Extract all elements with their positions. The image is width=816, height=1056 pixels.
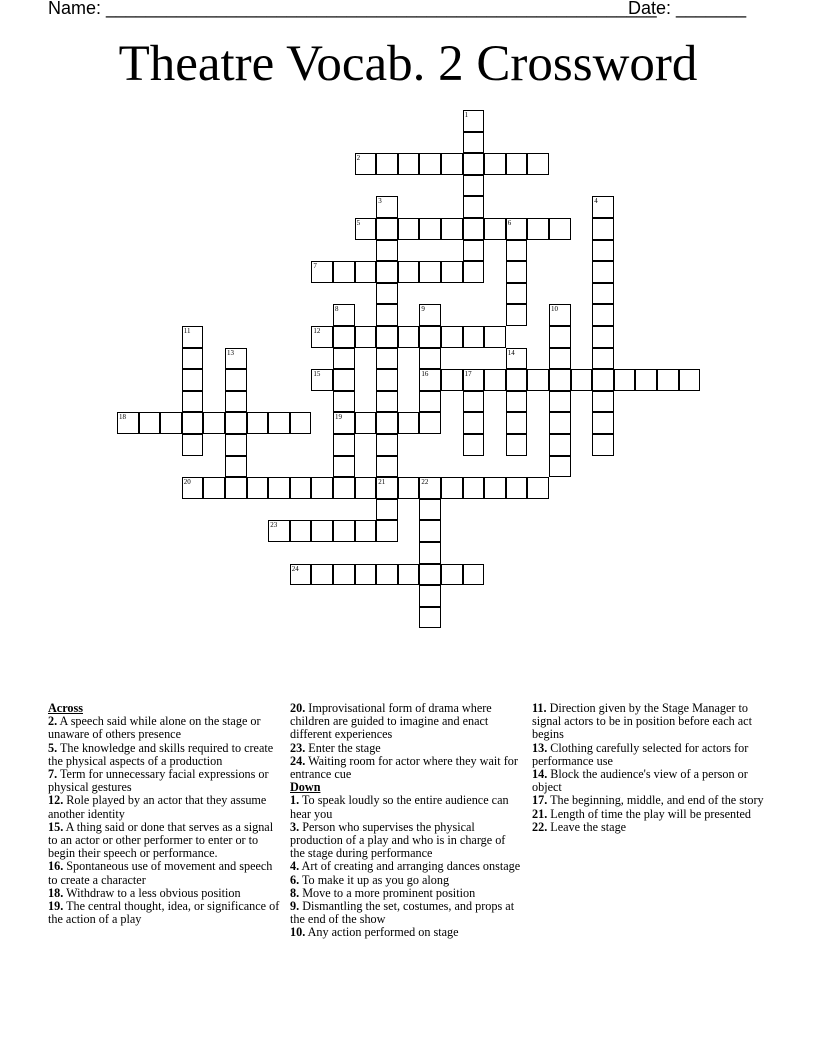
crossword-cell[interactable]: [549, 369, 571, 391]
crossword-cell[interactable]: [333, 456, 355, 478]
crossword-cell[interactable]: [376, 412, 398, 434]
clue-item-text: Dismantling the set, costumes, and props at the end of the show: [290, 899, 515, 927]
crossword-cell[interactable]: [592, 304, 614, 326]
crossword-cell[interactable]: [398, 477, 420, 499]
crossword-cell[interactable]: [419, 607, 441, 629]
clue-item-number: 18.: [48, 885, 64, 900]
crossword-cell[interactable]: [290, 564, 312, 586]
clue-item-number: 13.: [532, 740, 548, 755]
crossword-cell[interactable]: [635, 369, 657, 391]
crossword-cell[interactable]: [376, 520, 398, 542]
clue-item-text: A thing said or done that serves as a signal to an actor or other performer to enter or to begin their speech or performance.: [48, 819, 274, 861]
clue-item: [48, 821, 280, 861]
crossword-cell[interactable]: [441, 564, 463, 586]
crossword-cell[interactable]: [376, 348, 398, 370]
clue-item-number: 6.: [290, 872, 300, 887]
clue-item-text: Leave the stage: [550, 819, 627, 834]
clue-item-number: 7.: [48, 767, 58, 782]
crossword-cell[interactable]: [506, 304, 528, 326]
crossword-cell[interactable]: [571, 369, 593, 391]
clue-item-text: Art of creating and arranging dances onstage: [301, 859, 521, 874]
crossword-cell[interactable]: [419, 391, 441, 413]
crossword-cell[interactable]: [419, 564, 441, 586]
crossword-cell[interactable]: [419, 326, 441, 348]
crossword-cell[interactable]: [506, 283, 528, 305]
clue-item-text: Clothing carefully selected for actors for performance use: [532, 740, 749, 768]
crossword-cell[interactable]: [333, 348, 355, 370]
clue-number: 6: [507, 219, 512, 227]
crossword-cell[interactable]: [376, 240, 398, 262]
crossword-cell[interactable]: [463, 391, 485, 413]
crossword-cell[interactable]: [506, 348, 528, 370]
crossword-cell[interactable]: [311, 477, 333, 499]
crossword-cell[interactable]: [549, 434, 571, 456]
clue-number: 13: [227, 348, 234, 357]
crossword-cell[interactable]: [463, 434, 485, 456]
crossword-cell[interactable]: [311, 520, 333, 542]
clue-item-text: Move to a more prominent position: [302, 885, 476, 900]
clue-number: 14: [507, 348, 515, 357]
down-heading: Down: [290, 780, 321, 795]
crossword-cell[interactable]: [549, 348, 571, 370]
clue-item-text: To speak loudly so the entire audience can hear you: [290, 793, 509, 821]
crossword-cell[interactable]: [398, 412, 420, 434]
clue-number: 23: [270, 521, 278, 530]
crossword-cell[interactable]: [506, 369, 528, 391]
clue-item-text: A speech said while alone on the stage or unaware of others presence: [48, 714, 261, 742]
crossword-cell[interactable]: [376, 434, 398, 456]
crossword-cell[interactable]: [506, 153, 528, 175]
crossword-cell[interactable]: [182, 477, 204, 499]
crossword-cell[interactable]: [225, 456, 247, 478]
clue-number: 8: [335, 305, 339, 314]
crossword-cell[interactable]: [441, 326, 463, 348]
crossword-cell[interactable]: [182, 391, 204, 413]
crossword-cell[interactable]: [463, 326, 485, 348]
clue-item-text: Enter the stage: [308, 740, 381, 755]
clue-number: 16: [421, 370, 429, 379]
crossword-cell[interactable]: [419, 218, 441, 240]
crossword-cell[interactable]: [506, 240, 528, 262]
crossword-cell[interactable]: [463, 110, 485, 132]
clue-number: 18: [119, 413, 126, 422]
clue-item-number: 14.: [532, 767, 548, 782]
clue-item-number: 1.: [290, 793, 300, 808]
crossword-cell[interactable]: [333, 369, 355, 391]
clue-number: 1: [464, 111, 469, 119]
clue-item-number: 11.: [532, 701, 547, 715]
clue-number: 19: [335, 413, 342, 422]
crossword-cell[interactable]: [592, 391, 614, 413]
clue-item: [290, 926, 522, 939]
crossword-cell[interactable]: [333, 520, 355, 542]
crossword-cell[interactable]: [355, 477, 377, 499]
clue-item-number: 23.: [290, 740, 306, 755]
clue-item-number: 10.: [290, 925, 306, 940]
clue-item-number: 21.: [532, 806, 548, 821]
crossword-cell[interactable]: [419, 477, 441, 499]
crossword-cell[interactable]: [592, 196, 614, 218]
crossword-cell[interactable]: [376, 304, 398, 326]
crossword-cell[interactable]: [333, 477, 355, 499]
crossword-cell[interactable]: [398, 326, 420, 348]
crossword-cell[interactable]: [225, 412, 247, 434]
clue-item-text: Term for unnecessary facial expressions or physical gestures: [48, 767, 269, 795]
crossword-cell[interactable]: [311, 261, 333, 283]
clues-column-3: [532, 702, 764, 834]
crossword-cell[interactable]: [441, 153, 463, 175]
crossword-cell[interactable]: [592, 261, 614, 283]
crossword-cell[interactable]: [527, 218, 549, 240]
name-field-label: Name: _______________________________________________________: [48, 0, 657, 18]
crossword-cell[interactable]: [355, 412, 377, 434]
clue-number: 20: [183, 478, 191, 487]
crossword-cell[interactable]: [506, 477, 528, 499]
crossword-cell[interactable]: [463, 564, 485, 586]
crossword-cell[interactable]: [463, 261, 485, 283]
clue-item: [532, 768, 764, 794]
crossword-cell[interactable]: [506, 391, 528, 413]
crossword-cell[interactable]: [311, 326, 333, 348]
crossword-cell[interactable]: [333, 326, 355, 348]
crossword-cell[interactable]: [333, 564, 355, 586]
crossword-cell[interactable]: [225, 369, 247, 391]
crossword-cell[interactable]: [376, 261, 398, 283]
crossword-cell[interactable]: [333, 261, 355, 283]
clue-item: [290, 900, 522, 926]
crossword-cell[interactable]: [398, 261, 420, 283]
clue-item: [48, 742, 280, 768]
crossword-cell[interactable]: [355, 218, 377, 240]
clue-item: [532, 821, 764, 834]
crossword-cell[interactable]: [290, 520, 312, 542]
crossword-cell[interactable]: [614, 369, 636, 391]
page-title: Theatre Vocab. 2 Crossword: [118, 36, 698, 92]
crossword-cell[interactable]: [441, 477, 463, 499]
crossword-cell[interactable]: [333, 304, 355, 326]
crossword-cell[interactable]: [506, 218, 528, 240]
crossword-cell[interactable]: [463, 196, 485, 218]
clues-column-2: [290, 702, 522, 940]
crossword-cell[interactable]: [484, 218, 506, 240]
crossword-cell[interactable]: [376, 564, 398, 586]
crossword-cell[interactable]: [592, 326, 614, 348]
clue-number: 11: [183, 327, 191, 335]
crossword-cell[interactable]: [592, 218, 614, 240]
crossword-cell[interactable]: [376, 477, 398, 499]
crossword-cell[interactable]: [376, 153, 398, 175]
crossword-cell[interactable]: [203, 477, 225, 499]
crossword-cell[interactable]: [355, 564, 377, 586]
crossword-cell[interactable]: [592, 369, 614, 391]
crossword-cell[interactable]: [182, 348, 204, 370]
clue-number: 17: [464, 370, 472, 379]
crossword-cell[interactable]: [290, 412, 312, 434]
clue-number: 5: [356, 219, 361, 227]
crossword-cell[interactable]: [311, 564, 333, 586]
crossword-cell[interactable]: [419, 542, 441, 564]
clue-item-number: 9.: [290, 899, 300, 914]
clue-item-text: Any action performed on stage: [307, 925, 459, 940]
clue-number: 12: [313, 327, 321, 335]
crossword-cell[interactable]: [441, 261, 463, 283]
clue-item-number: 22.: [532, 819, 548, 834]
clue-number: 22: [421, 478, 429, 487]
crossword-cell[interactable]: [117, 412, 139, 434]
crossword-cell[interactable]: [268, 412, 290, 434]
crossword-cell[interactable]: [333, 412, 355, 434]
crossword-cell[interactable]: [268, 520, 290, 542]
clue-number: 15: [313, 370, 321, 379]
crossword-cell[interactable]: [463, 153, 485, 175]
crossword-cell[interactable]: [463, 132, 485, 154]
crossword-cell[interactable]: [355, 520, 377, 542]
crossword-cell[interactable]: [549, 326, 571, 348]
clue-item-text: Improvisational form of drama where children are guided to imagine and enact different experiences: [290, 701, 492, 742]
clue-item-text: The knowledge and skills required to create the physical aspects of a production: [48, 740, 274, 768]
crossword-cell[interactable]: [376, 391, 398, 413]
crossword-cell[interactable]: [376, 499, 398, 521]
crossword-cell[interactable]: [463, 477, 485, 499]
crossword-cell[interactable]: [549, 391, 571, 413]
clue-item-number: 16.: [48, 859, 64, 874]
clue-item-number: 5.: [48, 740, 58, 755]
crossword-cell[interactable]: [506, 434, 528, 456]
crossword-cell[interactable]: [419, 520, 441, 542]
crossword-cell[interactable]: [463, 412, 485, 434]
clue-item-number: 8.: [290, 885, 300, 900]
clue-item-text: Waiting room for actor where they wait for entrance cue: [290, 753, 518, 782]
crossword-cell[interactable]: [376, 326, 398, 348]
clue-item-text: The beginning, middle, and end of the story: [550, 793, 764, 808]
clue-number: 3: [378, 197, 382, 206]
clue-number: 24: [291, 564, 299, 573]
crossword-cell[interactable]: [419, 412, 441, 434]
crossword-cell[interactable]: [484, 369, 506, 391]
crossword-cell[interactable]: [182, 434, 204, 456]
crossword-cell[interactable]: [376, 369, 398, 391]
crossword-cell[interactable]: [247, 477, 269, 499]
clue-item-text: Spontaneous use of movement and speech to create a character: [48, 859, 273, 887]
clues-column-1: [48, 702, 280, 926]
crossword-cell[interactable]: [203, 412, 225, 434]
crossword-cell[interactable]: [398, 153, 420, 175]
clue-item: [290, 702, 522, 742]
crossword-cell[interactable]: [484, 153, 506, 175]
crossword-cell[interactable]: [419, 153, 441, 175]
clue-item-number: 2.: [48, 714, 58, 729]
crossword-cell[interactable]: [376, 196, 398, 218]
clue-item: [532, 742, 764, 768]
crossword-cell[interactable]: [441, 369, 463, 391]
crossword-cell[interactable]: [463, 240, 485, 262]
clue-item-number: 12.: [48, 793, 64, 808]
crossword-cell[interactable]: [355, 326, 377, 348]
crossword-cell[interactable]: [333, 434, 355, 456]
crossword-cell[interactable]: [247, 412, 269, 434]
crossword-cell[interactable]: [527, 153, 549, 175]
crossword-cell[interactable]: [419, 348, 441, 370]
clue-number: 10: [551, 305, 558, 314]
clue-item-number: 19.: [48, 899, 64, 914]
clue-item-number: 15.: [48, 819, 64, 834]
clue-number: 21: [378, 478, 386, 487]
clue-item: [48, 715, 280, 741]
crossword-cell[interactable]: [182, 369, 204, 391]
crossword-cell[interactable]: [679, 369, 701, 391]
crossword-cell[interactable]: [592, 240, 614, 262]
clue-item-text: Length of time the play will be presented: [550, 806, 751, 821]
crossword-cell[interactable]: [225, 391, 247, 413]
crossword-cell[interactable]: [419, 304, 441, 326]
crossword-cell[interactable]: [182, 412, 204, 434]
clue-item: [48, 794, 280, 820]
crossword-cell[interactable]: [463, 218, 485, 240]
crossword-cell[interactable]: [549, 456, 571, 478]
crossword-cell[interactable]: [398, 564, 420, 586]
crossword-cell[interactable]: [549, 218, 571, 240]
clue-item: [290, 755, 522, 781]
across-heading: Across: [48, 701, 83, 715]
crossword-cell[interactable]: [484, 477, 506, 499]
crossword-cell[interactable]: [225, 477, 247, 499]
clue-item-number: 24.: [290, 753, 306, 768]
crossword-cell[interactable]: [657, 369, 679, 391]
crossword-cell[interactable]: [463, 175, 485, 197]
clue-item: [48, 768, 280, 794]
date-field-label: Date: _______: [628, 0, 747, 18]
clue-item-number: 20.: [290, 701, 306, 715]
crossword-cell[interactable]: [419, 585, 441, 607]
crossword-cell[interactable]: [398, 218, 420, 240]
crossword-cell[interactable]: [506, 412, 528, 434]
crossword-cell[interactable]: [592, 412, 614, 434]
clue-item-text: Role played by an actor that they assume another identity: [48, 793, 267, 821]
crossword-cell[interactable]: [376, 456, 398, 478]
crossword-cell[interactable]: [355, 153, 377, 175]
crossword-cell[interactable]: [376, 283, 398, 305]
crossword-cell[interactable]: [419, 261, 441, 283]
crossword-cell[interactable]: [333, 391, 355, 413]
clue-item-text: The central thought, idea, or significance of the action of a play: [48, 899, 280, 927]
clue-item-number: 3.: [290, 819, 300, 834]
clue-item: [532, 702, 764, 742]
clue-item-text: Direction given by the Stage Manager to signal actors to be in position before each act begins: [532, 701, 752, 742]
clue-item-text: Person who supervises the physical production of a play and who is in charge of the stage during performance: [290, 819, 506, 861]
crossword-cell[interactable]: [355, 261, 377, 283]
crossword-cell[interactable]: [139, 412, 161, 434]
crossword-cell[interactable]: [419, 499, 441, 521]
clue-item-text: Withdraw to a less obvious position: [66, 885, 241, 900]
clue-item-text: To make it up as you go along: [301, 872, 450, 887]
crossword-cell[interactable]: [419, 369, 441, 391]
crossword-cell[interactable]: [527, 477, 549, 499]
crossword-cell[interactable]: [549, 304, 571, 326]
crossword-cell[interactable]: [182, 326, 204, 348]
crossword-cell[interactable]: [311, 369, 333, 391]
crossword-cell[interactable]: [484, 326, 506, 348]
crossword-cell[interactable]: [527, 369, 549, 391]
clue-item: [290, 794, 522, 820]
clue-item: [48, 860, 280, 886]
crossword-cell[interactable]: [592, 348, 614, 370]
clue-item-number: 17.: [532, 793, 548, 808]
clue-number: 4: [594, 197, 598, 206]
clue-number: 9: [421, 305, 425, 314]
crossword-cell[interactable]: [592, 283, 614, 305]
clue-item-number: 4.: [290, 859, 300, 874]
crossword-cell[interactable]: [160, 412, 182, 434]
crossword-cell[interactable]: [290, 477, 312, 499]
crossword-cell[interactable]: [225, 348, 247, 370]
clue-item: [48, 900, 280, 926]
crossword-cell[interactable]: [225, 434, 247, 456]
crossword-cell[interactable]: [268, 477, 290, 499]
crossword-cell[interactable]: [549, 412, 571, 434]
crossword-cell[interactable]: [441, 218, 463, 240]
crossword-cell[interactable]: [463, 369, 485, 391]
crossword-cell[interactable]: [506, 261, 528, 283]
clue-item: [290, 821, 522, 861]
crossword-cell[interactable]: [376, 218, 398, 240]
clue-number: 2: [356, 154, 361, 163]
clue-item-text: Block the audience's view of a person or object: [532, 767, 748, 795]
crossword-cell[interactable]: [592, 434, 614, 456]
clue-number: 7: [313, 262, 317, 271]
